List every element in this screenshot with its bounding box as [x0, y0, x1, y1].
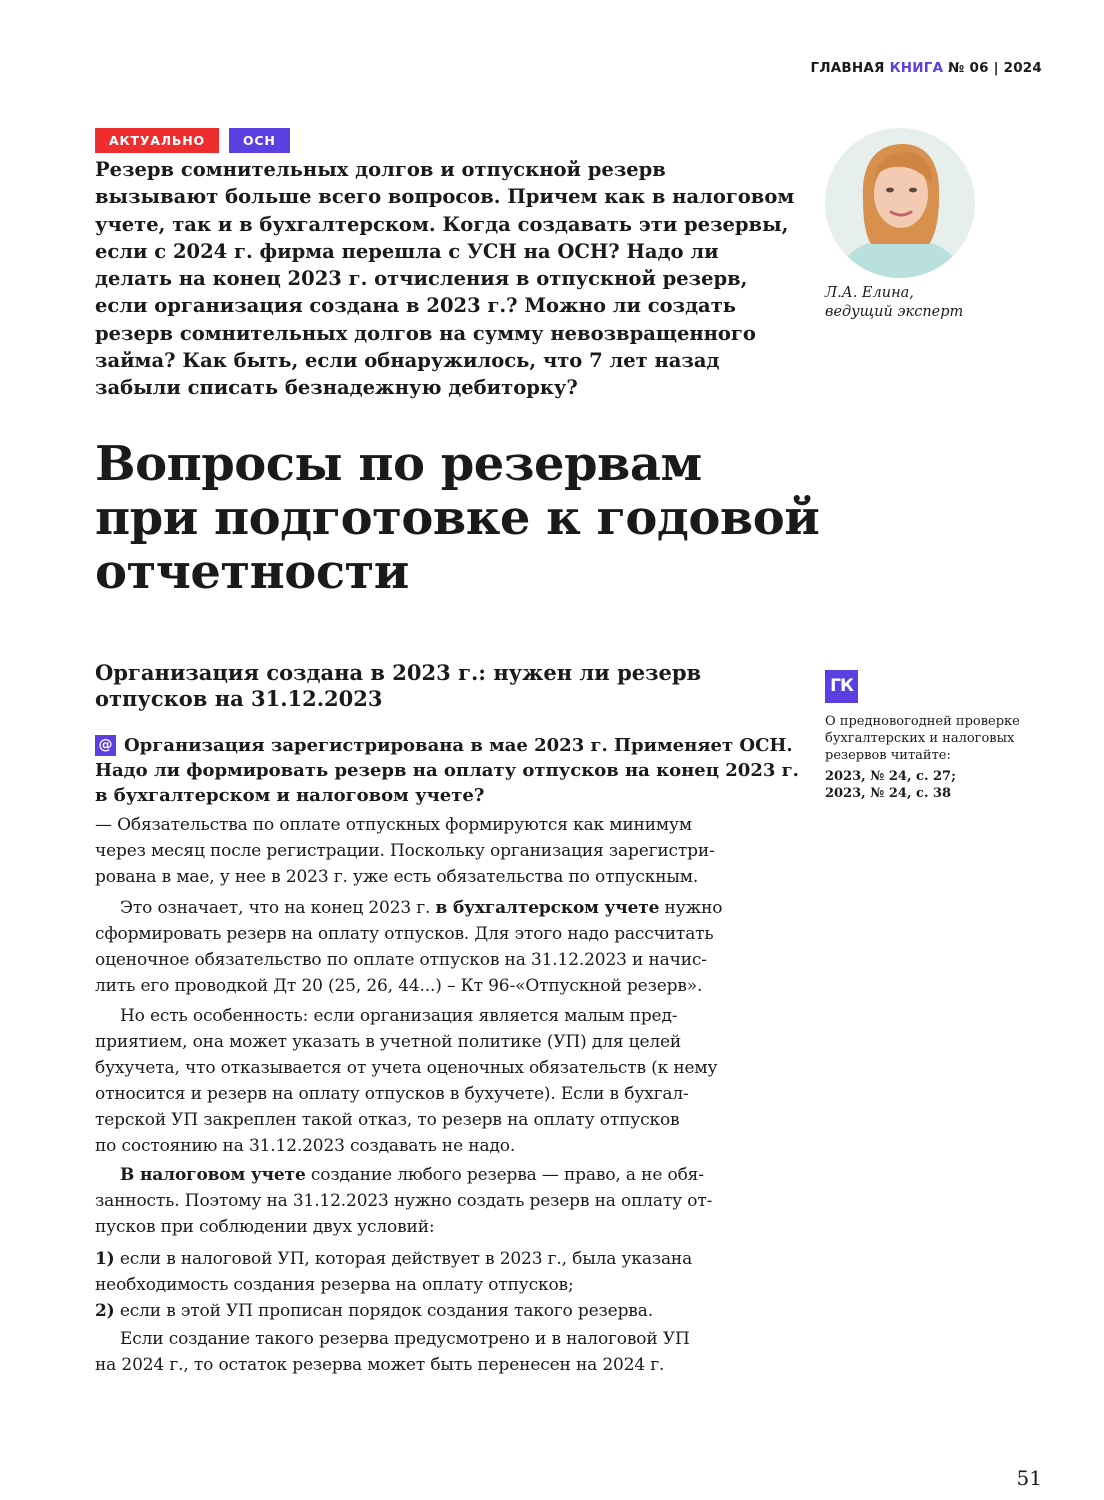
emphasis-accounting: в бухгалтерском учете — [435, 898, 660, 918]
body-line: оценочное обязательство по оплате отпусков на 31.12.2023 и начис- — [95, 950, 707, 970]
magazine-name: ГЛАВНАЯ — [810, 60, 885, 76]
body-line: пусков при соблюдении двух условий: — [95, 1217, 435, 1237]
lead-line: если организация создана в 2023 г.? Можно ли создать — [95, 294, 737, 318]
body-line: необходимость создания резерва на оплату отпусков; — [95, 1275, 574, 1295]
category-tags — [95, 128, 290, 153]
lead-line: займа? Как быть, если обнаружилось, что 7 лет назад — [95, 349, 720, 373]
lead-line: забыли списать безнадежную дебиторку? — [95, 376, 578, 400]
note-line: бухгалтерских и налоговых — [825, 731, 1015, 746]
title-line: Вопросы по резервам — [95, 436, 702, 492]
condition-number: 1) — [95, 1249, 115, 1269]
text-run: если в этой УП прописан порядок создания такого резерва. — [114, 1301, 653, 1321]
sidebar-note — [825, 713, 1055, 764]
question-line — [95, 733, 793, 758]
body-line: занность. Поэтому на 31.12.2023 нужно создать резерв на оплату от- — [95, 1191, 713, 1211]
paragraph-tax — [95, 1162, 775, 1240]
body-line: бухучета, что отказывается от учета оценочных обязательств (к нему — [95, 1058, 718, 1078]
body-line: по состоянию на 31.12.2023 создавать не надо. — [95, 1136, 516, 1156]
at-icon: @ — [95, 735, 116, 756]
body-line: лить его проводкой Дт 20 (25, 26, 44...) – Кт 96-«Отпускной резерв». — [95, 976, 703, 996]
text-run: нужно — [659, 898, 723, 918]
lead-paragraph — [95, 156, 795, 402]
condition-item — [95, 1298, 775, 1324]
body-line: Но есть особенность: если организация является малым пред- — [120, 1006, 678, 1026]
reference-link[interactable]: 2023, № 24, с. 38 — [825, 786, 952, 801]
title-line: отчетности — [95, 544, 409, 600]
sidebar-references — [825, 768, 956, 802]
subhead-line: отпусков на 31.12.2023 — [95, 686, 383, 711]
note-line: О предновогодней проверке — [825, 714, 1020, 729]
reader-question — [95, 733, 799, 808]
author-name: Л.А. Елина, — [825, 285, 914, 301]
text-run: создание любого резерва — право, а не обя- — [305, 1165, 704, 1185]
author-caption — [825, 284, 963, 322]
reference-link[interactable]: 2023, № 24, с. 27; — [825, 769, 956, 784]
gk-logo-icon: ГК — [825, 670, 858, 703]
paragraph-accounting — [95, 895, 775, 999]
emphasis-tax: В налоговом учете — [120, 1165, 306, 1185]
lead-line: Резерв сомнительных долгов и отпускной резерв — [95, 158, 666, 181]
title-line: при подготовке к годовой — [95, 490, 820, 546]
body-line: Если создание такого резерва предусмотрено и в налоговой УП — [120, 1329, 690, 1349]
magazine-name-accent: КНИГА — [889, 60, 944, 76]
paragraph-small-business — [95, 1003, 775, 1159]
body-line — [95, 895, 775, 921]
lead-line: если с 2024 г. фирма перешла с УСН на ОСН? Надо ли — [95, 239, 719, 263]
tag-osn: ОСН — [229, 128, 290, 153]
text-run: если в налоговой УП, которая действует в 2023 г., была указана — [114, 1249, 693, 1269]
body-line: на 2024 г., то остаток резерва может быть перенесен на 2024 г. — [95, 1355, 665, 1375]
question-line: Надо ли формировать резерв на оплату отпусков на конец 2023 г. — [95, 760, 799, 781]
body-line: рована в мае, у нее в 2023 г. уже есть обязательства по отпускным. — [95, 867, 699, 887]
lead-line: делать на конец 2023 г. отчисления в отпускной резерв, — [95, 267, 748, 291]
body-line: терской УП закреплен такой отказ, то резерв на оплату отпусков — [95, 1110, 680, 1130]
text-run: Это означает, что на конец 2023 г. — [120, 898, 436, 918]
article-title — [95, 437, 855, 599]
tag-actual: АКТУАЛЬНО — [95, 128, 219, 153]
author-role: ведущий эксперт — [825, 304, 964, 320]
lead-line: вызывают больше всего вопросов. Причем как в налоговом — [95, 185, 795, 209]
issue-number: № 06 | 2024 — [948, 60, 1042, 76]
body-line: через месяц после регистрации. Поскольку организация зарегистри- — [95, 841, 715, 861]
note-line: резервов читайте: — [825, 748, 951, 763]
lead-line: резерв сомнительных долгов на сумму невозвращенного — [95, 321, 756, 345]
body-line — [95, 1162, 775, 1188]
section-heading — [95, 660, 701, 712]
condition-number: 2) — [95, 1301, 115, 1321]
body-line: приятием, она может указать в учетной политике (УП) для целей — [95, 1032, 682, 1052]
answer-paragraph — [95, 812, 775, 890]
body-line: — Обязательства по оплате отпускных формируются как минимум — [95, 815, 692, 835]
page-number: 51 — [1016, 1466, 1042, 1490]
body-line: относится и резерв на оплату отпусков в бухучете). Если в бухгал- — [95, 1084, 689, 1104]
paragraph-carryover — [95, 1326, 775, 1378]
conditions-list — [95, 1246, 775, 1324]
subhead-line: Организация создана в 2023 г.: нужен ли резерв — [95, 660, 702, 685]
condition-item — [95, 1246, 775, 1272]
body-line: сформировать резерв на оплату отпусков. Для этого надо рассчитать — [95, 924, 714, 944]
question-text: Организация зарегистрирована в мае 2023 г. Применяет ОСН. — [124, 735, 793, 756]
running-header — [811, 60, 1042, 76]
question-line: в бухгалтерском и налоговом учете? — [95, 785, 485, 806]
lead-line: учете, так и в бухгалтерском. Когда создавать эти резервы, — [95, 212, 789, 236]
author-photo — [825, 128, 975, 278]
